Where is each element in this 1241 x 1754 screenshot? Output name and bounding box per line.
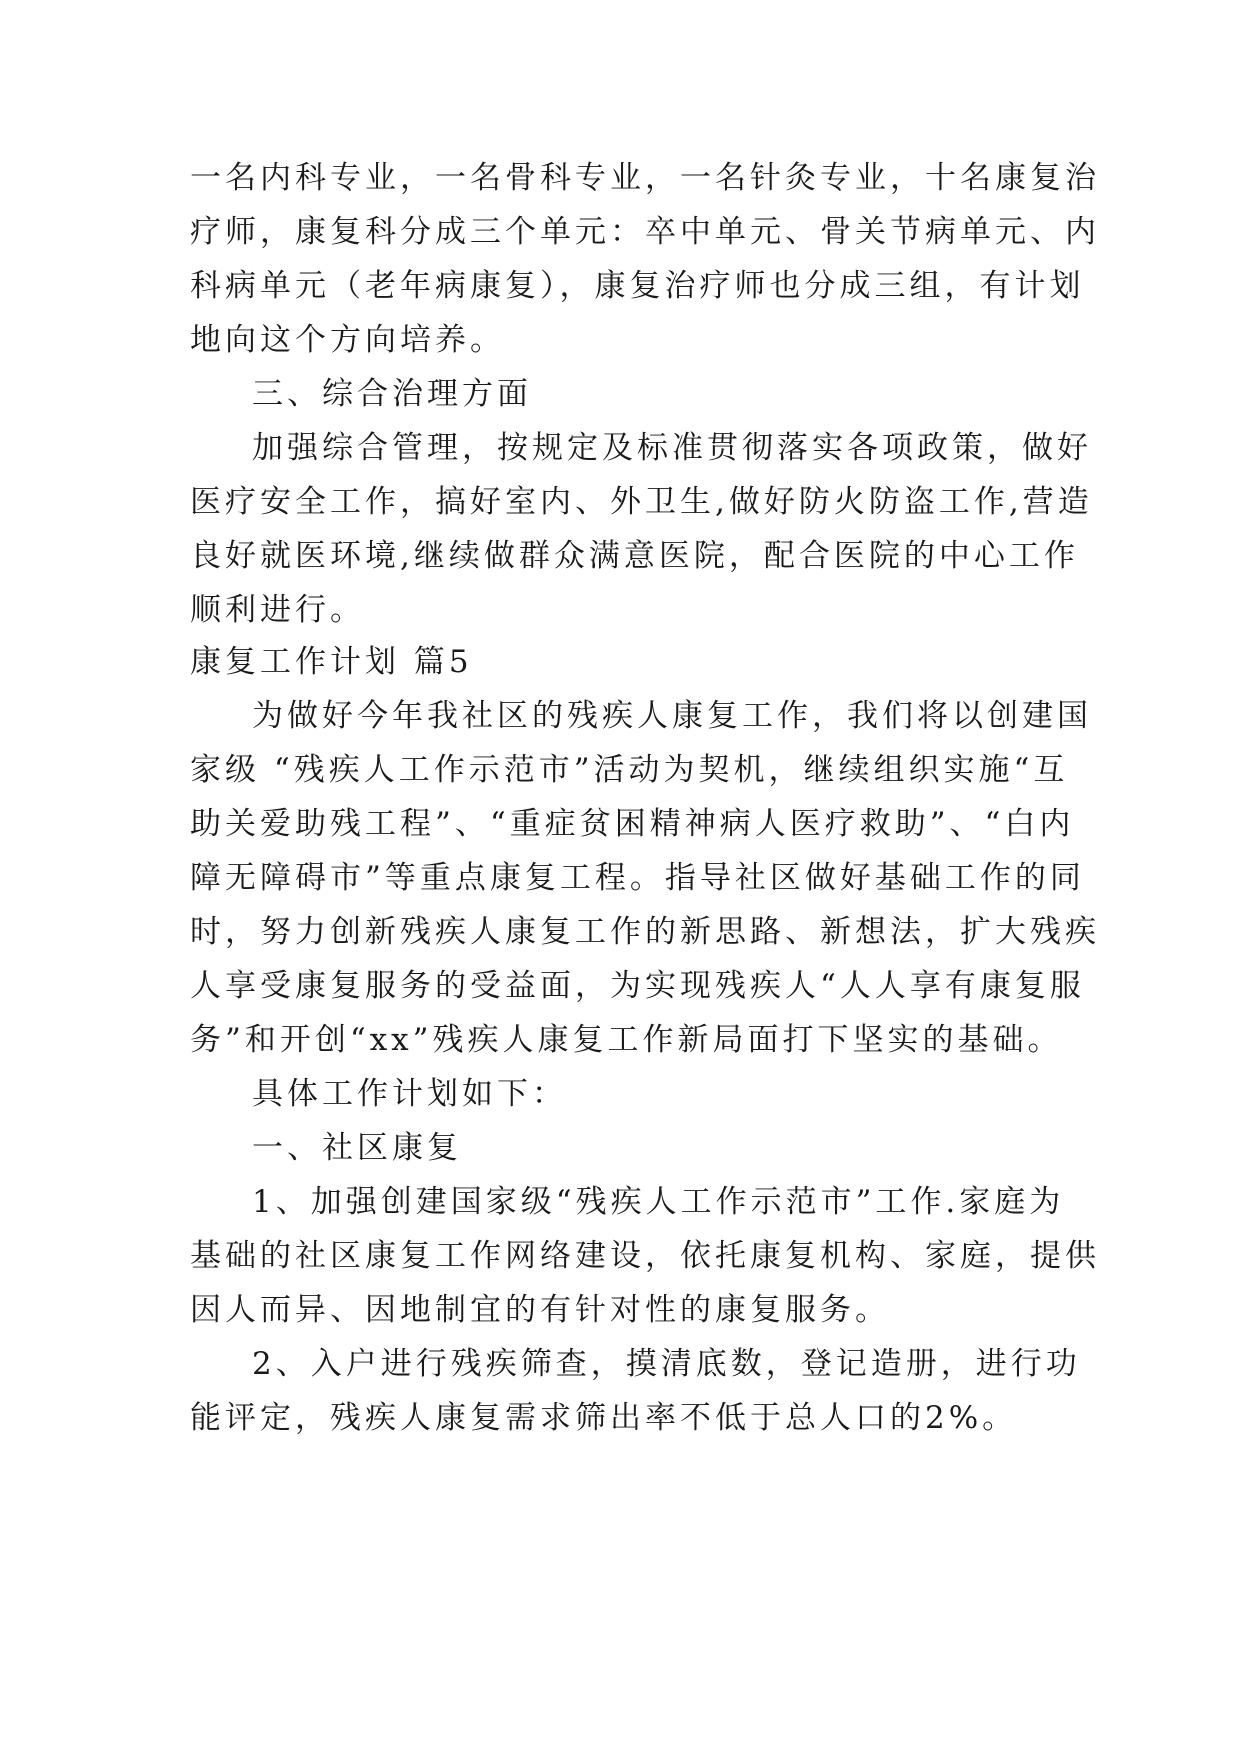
text-line: 务”和开创“xx”残疾人康复工作新局面打下坚实的基础。 [190,1022,1063,1058]
text-line: 因人而异、因地制宜的有针对性的康复服务。 [190,1292,890,1328]
text-line: 基础的社区康复工作网络建设，依托康复机构、家庭，提供 [190,1238,1100,1274]
section-heading: 三、综合治理方面 [252,376,532,412]
text-line: 疗师，康复科分成三个单元：卒中单元、骨关节病单元、内 [190,214,1100,250]
text-line: 地向这个方向培养。 [190,322,505,358]
text-line: 2、入户进行残疾筛查，摸清底数，登记造册，进行功 [252,1346,1081,1382]
text-line: 为做好今年我社区的残疾人康复工作，我们将以创建国 [252,698,1092,734]
text-line: 助关爱助残工程”、“重症贫困精神病人医疗救助”、“白内 [190,806,1075,842]
text-line: 顺利进行。 [190,592,365,628]
text-line: 时，努力创新残疾人康复工作的新思路、新想法，扩大残疾 [190,914,1100,950]
text-line: 1、加强创建国家级“残疾人工作示范市”工作.家庭为 [252,1184,1065,1220]
text-line: 具体工作计划如下： [252,1076,567,1112]
text-line: 家级 “残疾人工作示范市”活动为契机，继续组织实施“互 [190,752,1069,788]
article-title: 康复工作计划 篇5 [190,644,473,680]
text-line: 能评定，残疾人康复需求筛出率不低于总人口的2%。 [190,1400,1018,1436]
text-line: 科病单元（老年病康复），康复治疗师也分成三组，有计划 [190,268,1085,304]
text-line: 加强综合管理，按规定及标准贯彻落实各项政策，做好 [252,430,1092,466]
text-line: 医疗安全工作，搞好室内、外卫生,做好防火防盗工作,营造 [190,484,1093,520]
text-line: 人享受康复服务的受益面，为实现残疾人“人人享有康复服 [190,968,1085,1004]
text-line: 良好就医环境,继续做群众满意医院，配合医院的中心工作 [190,538,1079,574]
text-line: 障无障碍市”等重点康复工程。指导社区做好基础工作的同 [190,860,1085,896]
text-line: 一名内科专业，一名骨科专业，一名针灸专业，十名康复治 [190,160,1100,196]
section-heading: 一、社区康复 [252,1130,462,1166]
